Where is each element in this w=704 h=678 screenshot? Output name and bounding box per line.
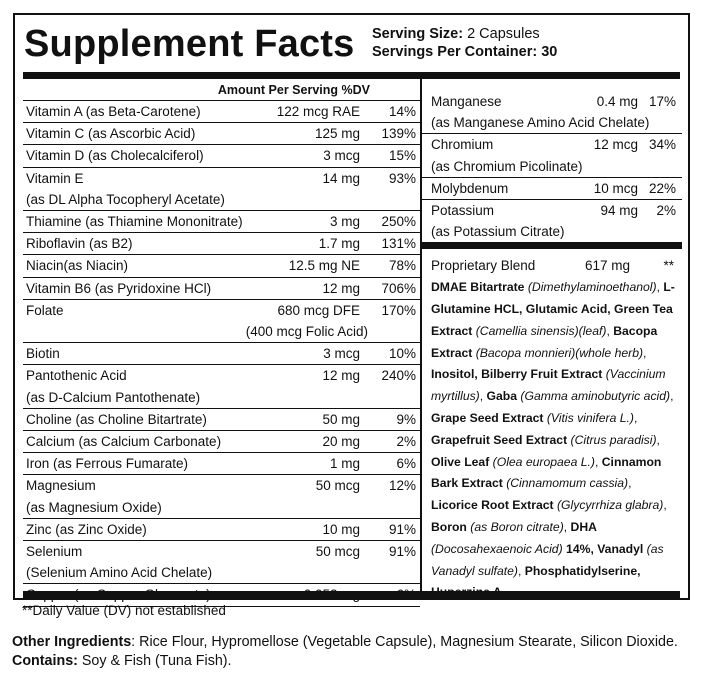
blend-part: (Docosahexaenoic Acid) xyxy=(431,541,567,556)
blend-part: Grape Seed Extract xyxy=(431,411,544,425)
nutrient-dv: 139% xyxy=(381,126,416,142)
nutrient-name: Potassium xyxy=(431,203,495,219)
nutrient-name: Choline (as Choline Bitartrate) xyxy=(26,411,207,427)
nutrient-amount: 680 mcg DFE xyxy=(277,302,360,318)
nutrient-amount: 3 mg xyxy=(329,214,360,230)
nutrient-dv: 10% xyxy=(388,346,416,362)
nutrient-amount: 125 mg xyxy=(314,126,360,142)
blend-part: (Citrus paradisi) xyxy=(567,432,657,447)
nutrient-row xyxy=(23,168,420,211)
serving-size-value: 2 Capsules xyxy=(467,26,540,42)
blend-part: , xyxy=(628,476,632,491)
blend-part: DMAE Bitartrate xyxy=(431,280,525,295)
nutrient-row xyxy=(422,134,682,177)
nutrient-amount: 94 mg xyxy=(600,203,638,219)
other-ingredients-text: : Rice Flour, Hypromellose (Vegetable Capsule), Magnesium Stearate, Silicon Dioxide. xyxy=(131,634,678,650)
nutrient-row xyxy=(23,343,420,365)
nutrient-name: Riboflavin (as B2) xyxy=(26,236,133,252)
nutrient-amount: 3 mcg xyxy=(323,148,360,164)
nutrient-amount: 12 mg xyxy=(322,368,360,384)
nutrient-name: Vitamin B6 (as Pyridoxine HCl) xyxy=(26,280,212,296)
blend-part: Olive Leaf xyxy=(431,454,490,469)
nutrient-amount: 1 mg xyxy=(329,456,360,472)
nutrient-name: Biotin xyxy=(26,346,60,362)
nutrient-amount: 50 mg xyxy=(322,411,360,427)
blend-part: , xyxy=(670,389,674,404)
blend-divider-bar xyxy=(422,242,682,249)
nutrient-source: (400 mcg Folic Acid) xyxy=(245,324,368,340)
blend-part: (Bacopa monnieri)(whole herb) xyxy=(472,345,644,360)
nutrient-name: Vitamin D (as Cholecalciferol) xyxy=(26,148,204,164)
top-divider-bar xyxy=(23,72,680,79)
nutrient-dv: 93% xyxy=(388,170,416,186)
nutrient-dv: 91% xyxy=(388,521,416,537)
nutrient-amount: 12 mg xyxy=(322,280,360,296)
blend-part: Gaba xyxy=(486,389,518,404)
blend-dv: ** xyxy=(663,258,674,274)
nutrient-source: (as Magnesium Oxide) xyxy=(26,499,162,515)
nutrient-row xyxy=(23,233,420,255)
blend-part: (Dimethylaminoethanol) xyxy=(524,280,657,295)
nutrient-dv: 250% xyxy=(381,214,416,230)
nutrient-row xyxy=(23,123,420,145)
nutrient-source: (as D-Calcium Pantothenate) xyxy=(26,389,201,405)
nutrient-row xyxy=(23,541,420,584)
nutrient-name: Selenium xyxy=(26,544,83,560)
nutrient-amount: 0.4 mg xyxy=(596,94,638,109)
blend-amount: 617 mg xyxy=(584,258,630,274)
blend-part: , xyxy=(643,345,647,360)
blend-name: Proprietary Blend xyxy=(431,258,536,274)
nutrient-source: (as Chromium Picolinate) xyxy=(431,158,583,174)
blend-part: (Olea europaea L.) xyxy=(489,454,595,469)
nutrient-amount: 3 mcg xyxy=(323,346,360,362)
nutrient-dv: 170% xyxy=(381,302,416,318)
nutrient-source: (as Potassium Citrate) xyxy=(431,224,565,240)
nutrient-source: (as DL Alpha Tocopheryl Acetate) xyxy=(26,191,225,207)
other-ingredients-label: Other Ingredients xyxy=(12,634,132,650)
nutrient-amount: 12.5 mg NE xyxy=(288,258,360,274)
nutrient-name: Iron (as Ferrous Fumarate) xyxy=(26,456,189,472)
blend-ingredients xyxy=(431,277,678,604)
nutrient-name: Manganese xyxy=(431,94,502,109)
blend-part: Cinnamon Bark Extract xyxy=(431,454,662,491)
nutrient-amount: 1.7 mg xyxy=(318,236,360,252)
blend-part: Licorice Root Extract xyxy=(431,498,554,513)
nutrient-row xyxy=(23,453,420,475)
nutrient-row xyxy=(23,475,420,518)
blend-part: , xyxy=(563,519,571,534)
blend-part: 14%, Vanadyl xyxy=(566,541,644,556)
supplement-facts-panel xyxy=(13,13,690,600)
nutrient-name: Vitamin E xyxy=(26,170,84,186)
nutrient-row xyxy=(23,431,420,453)
nutrient-name: Molybdenum xyxy=(431,180,509,196)
nutrient-name: Magnesium xyxy=(26,478,96,494)
blend-part: L-Glutamine HCL, Glutamic Acid, Green Tea Extract xyxy=(431,280,675,338)
serving-size-label: Serving Size: xyxy=(372,26,464,42)
nutrient-dv: 2% xyxy=(396,434,416,450)
nutrient-dv: 15% xyxy=(388,148,416,164)
nutrient-dv: 2% xyxy=(656,203,676,219)
nutrient-name: Chromium xyxy=(431,137,494,153)
nutrient-row xyxy=(422,178,682,200)
nutrient-name: Vitamin C (as Ascorbic Acid) xyxy=(26,126,196,142)
blend-part: Boron xyxy=(431,519,467,534)
blend-part: Grapefruit Seed Extract xyxy=(431,432,568,447)
nutrient-amount: 50 mcg xyxy=(315,544,360,560)
other-ingredients xyxy=(12,633,702,671)
blend-part: (as Boron citrate) xyxy=(466,519,564,534)
nutrient-row xyxy=(23,519,420,541)
servings-per-container-label: Servings Per Container: xyxy=(372,44,538,60)
blend-part: , xyxy=(479,389,487,404)
left-column xyxy=(23,79,422,591)
nutrient-row xyxy=(23,300,420,343)
nutrient-dv: 22% xyxy=(648,180,676,196)
nutrient-dv: 6% xyxy=(396,456,416,472)
nutrient-row xyxy=(23,365,420,408)
nutrient-dv: 78% xyxy=(388,258,416,274)
nutrient-dv: 706% xyxy=(381,280,416,296)
nutrient-name: Folate xyxy=(26,302,64,318)
blend-part: DHA xyxy=(570,519,597,534)
blend-part: , xyxy=(663,498,667,513)
nutrient-dv: 14% xyxy=(388,104,416,119)
contains-text: Soy & Fish (Tuna Fish). xyxy=(77,653,232,669)
blend-part: , xyxy=(517,563,525,578)
nutrient-dv: 12% xyxy=(388,478,416,494)
nutrient-dv: 91% xyxy=(388,544,416,560)
blend-header xyxy=(431,255,678,277)
blend-part: (Camellia sinensis)(leaf) xyxy=(472,323,607,338)
nutrient-name: Calcium (as Calcium Carbonate) xyxy=(26,434,222,450)
left-nutrient-list xyxy=(23,101,420,607)
nutrient-dv: 17% xyxy=(648,94,676,109)
nutrient-row xyxy=(23,278,420,300)
nutrient-row xyxy=(422,200,682,242)
servings-per-container-value: 30 xyxy=(541,44,558,60)
nutrient-dv: 34% xyxy=(648,137,676,153)
nutrient-row xyxy=(23,409,420,431)
nutrient-row xyxy=(422,91,682,134)
nutrient-row xyxy=(23,101,420,123)
nutrient-amount: 10 mg xyxy=(322,521,360,537)
blend-part: , xyxy=(594,454,602,469)
nutrient-amount: 12 mcg xyxy=(593,137,638,153)
nutrient-amount: 14 mg xyxy=(322,170,360,186)
nutrient-name: Zinc (as Zinc Oxide) xyxy=(26,521,147,537)
blend-part: , xyxy=(656,432,660,447)
contains-label: Contains: xyxy=(12,653,78,669)
nutrient-source: (Selenium Amino Acid Chelate) xyxy=(26,565,213,581)
nutrient-name: Pantothenic Acid xyxy=(26,368,127,384)
blend-part: (Vaccinium myrtillus) xyxy=(431,367,666,404)
blend-part: , xyxy=(633,411,638,425)
blend-part: , xyxy=(606,323,614,338)
blend-part: , xyxy=(656,280,664,295)
nutrient-dv: 9% xyxy=(396,411,416,427)
nutrient-dv: 131% xyxy=(381,236,416,252)
nutrient-name: Vitamin A (as Beta-Carotene) xyxy=(26,104,201,119)
nutrient-amount: 122 mcg RAE xyxy=(276,104,360,119)
bottom-divider-bar xyxy=(23,591,680,598)
nutrient-name: Thiamine (as Thiamine Mononitrate) xyxy=(26,214,243,230)
right-nutrient-list xyxy=(422,91,682,242)
proprietary-blend xyxy=(422,249,682,604)
right-column xyxy=(422,79,682,591)
serving-info xyxy=(372,25,557,61)
blend-part: (Gamma aminobutyric acid) xyxy=(517,389,671,404)
blend-part: Bacopa Extract xyxy=(431,323,658,360)
blend-part: (Vitis vinifera L.) xyxy=(543,411,634,425)
nutrient-amount: 50 mcg xyxy=(315,478,360,494)
nutrient-amount: 20 mg xyxy=(322,434,360,450)
nutrient-name: Niacin(as Niacin) xyxy=(26,258,129,274)
nutrient-source: (as Manganese Amino Acid Chelate) xyxy=(431,115,650,131)
blend-part: (Cinnamomum cassia) xyxy=(502,476,629,491)
nutrient-row xyxy=(23,255,420,277)
dv-footnote: **Daily Value (DV) not established xyxy=(22,603,226,618)
blend-part: Inositol, Bilberry Fruit Extract xyxy=(431,367,603,382)
nutrient-row xyxy=(23,145,420,167)
panel-title: Supplement Facts xyxy=(24,23,355,65)
nutrient-row xyxy=(23,211,420,233)
blend-part: (as Vanadyl sulfate) xyxy=(431,541,664,578)
blend-part: (Glycyrrhiza glabra) xyxy=(553,498,664,513)
nutrient-amount: 10 mcg xyxy=(593,180,638,196)
nutrient-dv: 240% xyxy=(381,368,416,384)
blend-part: Phosphatidylserine, xyxy=(524,563,641,578)
amount-header: Amount Per Serving %DV xyxy=(23,79,420,101)
